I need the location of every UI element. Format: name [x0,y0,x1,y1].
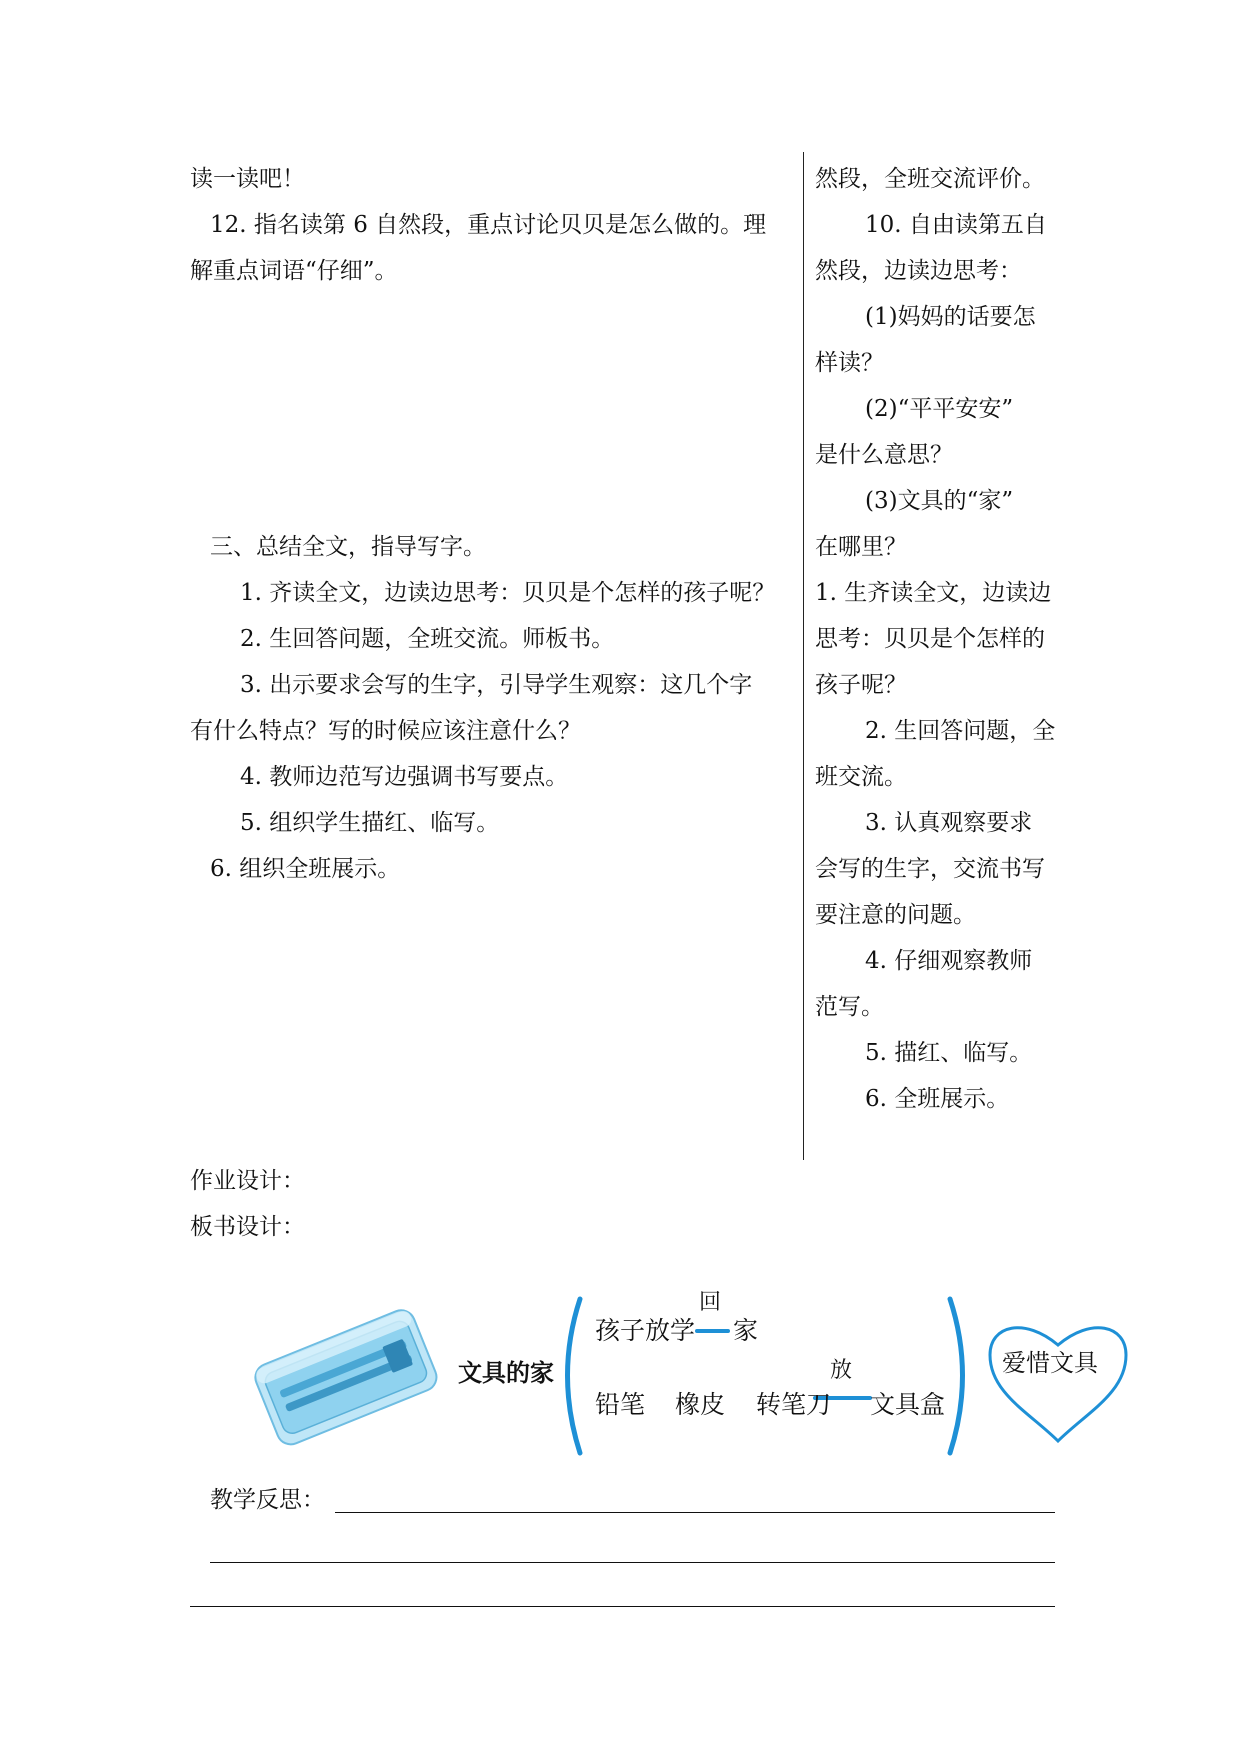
text-line: 然段，全班交流评价。 [815,166,1045,192]
text-line: (3)文具的“家” [865,488,1014,514]
board-text: 放 [830,1358,853,1383]
teacher-activity-column [190,156,795,892]
text-line: 2. 生回答问题，全 [865,718,1056,744]
text-line: 1. 生齐读全文，边读边 [815,580,1052,606]
heart-text: 爱惜文具 [1002,1349,1098,1377]
text-line: 要注意的问题。 [815,902,976,928]
board-title: 文具的家 [458,1359,554,1387]
board-text: 回 [699,1290,722,1315]
text-line: 样读？ [815,350,884,376]
text-line: 有什么特点？写的时候应该注意什么？ [190,718,581,744]
text-line: 思考：贝贝是个怎样的 [815,626,1045,652]
board-text: 橡皮 [675,1390,726,1419]
writing-line [210,1562,1055,1563]
text-line: (2)“平平安安” [865,396,1014,422]
pencil-case-icon [251,1306,440,1448]
text-line: 6. 全班展示。 [865,1086,1010,1112]
text-line: 10. 自由读第五自 [865,212,1047,238]
text-line: 3. 出示要求会写的生字，引导学生观察：这几个字 [240,672,753,698]
board-text: 铅笔 [595,1390,646,1419]
text-line: 会写的生字，交流书写 [815,856,1045,882]
right-brace [950,1299,963,1453]
writing-line [190,1606,1055,1607]
board-text: 转笔刀 [756,1390,832,1419]
board-design [250,1285,1130,1465]
board-text: 文具盒 [870,1390,946,1419]
teaching-reflection-label: 教学反思： [210,1487,325,1513]
homework-design-label: 作业设计： [190,1168,305,1194]
text-line: 读一读吧！ [190,166,305,192]
text-line: 5. 组织学生描红、临写。 [240,810,500,836]
text-line: 是什么意思？ [815,442,953,468]
text-line: 孩子呢？ [815,672,907,698]
text-line: 12. 指名读第 6 自然段，重点讨论贝贝是怎么做的。理 [210,212,767,238]
text-line: 2. 生回答问题，全班交流。师板书。 [240,626,615,652]
text-line: 解重点词语“仔细”。 [190,258,398,284]
text-line: 班交流。 [815,764,907,790]
board-text: 孩子放学 [595,1316,696,1345]
text-line: (1)妈妈的话要怎 [865,304,1036,330]
text-line: 3. 认真观察要求 [865,810,1033,836]
column-divider [803,152,804,1160]
board-text: 家 [733,1316,759,1345]
text-line: 在哪里？ [815,534,907,560]
board-design-label: 板书设计： [190,1214,305,1240]
text-line: 4. 教师边范写边强调书写要点。 [240,764,569,790]
student-activity-column [815,156,1065,1122]
section-heading: 三、总结全文，指导写字。 [210,534,486,560]
text-line: 然段，边读边思考： [815,258,1022,284]
left-brace [568,1299,581,1453]
text-line: 6. 组织全班展示。 [210,856,401,882]
text-line: 4. 仔细观察教师 [865,948,1033,974]
writing-line [335,1512,1055,1513]
text-line: 5. 描红、临写。 [865,1040,1033,1066]
text-line: 1. 齐读全文，边读边思考：贝贝是个怎样的孩子呢？ [240,580,776,606]
text-line: 范写。 [815,994,884,1020]
